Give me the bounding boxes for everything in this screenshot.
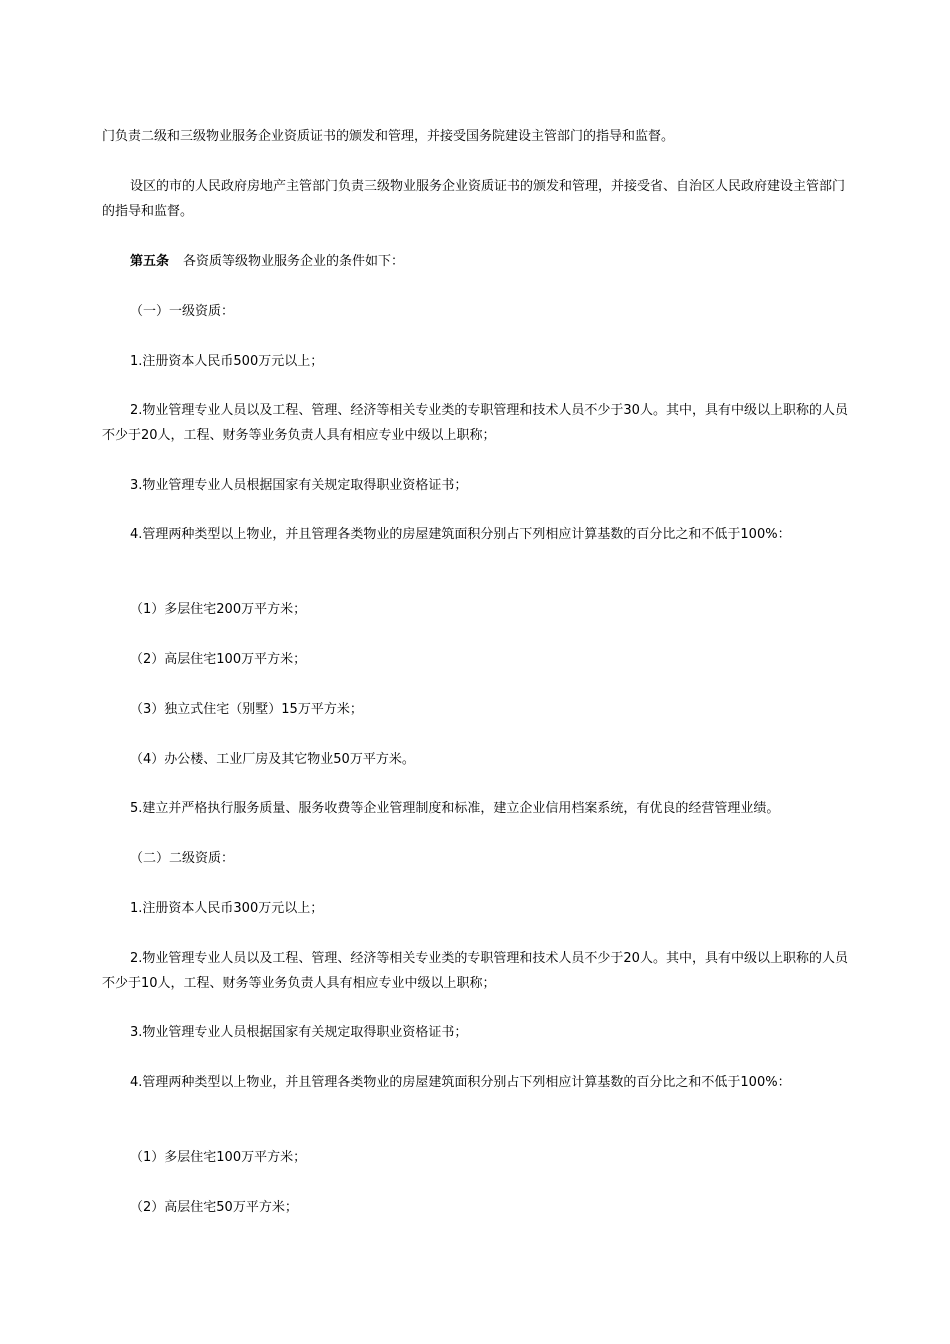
list-item: 2.物业管理专业人员以及工程、管理、经济等相关专业类的专职管理和技术人员不少于20人。其中，具有中级以上职称的人员不少于10人，工程、财务等业务负责人具有相应专业中级以上职称；: [102, 951, 848, 991]
sub-list-item: （4）办公楼、工业厂房及其它物业50万平方米。: [130, 752, 415, 767]
section-heading-grade-2: （二）二级资质：: [130, 851, 235, 866]
article-heading: 第五条: [130, 254, 170, 269]
paragraph-district-authority: 设区的市的人民政府房地产主管部门负责三级物业服务企业资质证书的颁发和管理，并接受省、自治区人民政府建设主管部门的指导和监督。: [102, 179, 846, 219]
list-item: 2.物业管理专业人员以及工程、管理、经济等相关专业类的专职管理和技术人员不少于30人。其中，具有中级以上职称的人员不少于20人，工程、财务等业务负责人具有相应专业中级以上职称；: [102, 403, 848, 443]
sub-list-item: （2）高层住宅100万平方米；: [130, 652, 307, 667]
section-heading-grade-1: （一）一级资质：: [130, 304, 235, 319]
sub-list-item: （3）独立式住宅（别墅）15万平方米；: [130, 702, 363, 717]
list-item: 5.建立并严格执行服务质量、服务收费等企业管理制度和标准，建立企业信用档案系统，有优良的经营管理业绩。: [130, 801, 780, 816]
article-text: 各资质等级物业服务企业的条件如下：: [183, 254, 405, 269]
article-5-paragraph: [102, 249, 850, 274]
sub-list-item: （1）多层住宅200万平方米；: [130, 602, 307, 617]
list-item: 3.物业管理专业人员根据国家有关规定取得职业资格证书；: [130, 478, 468, 493]
sub-list-item: （2）高层住宅50万平方米；: [130, 1200, 298, 1215]
list-item: 4.管理两种类型以上物业，并且管理各类物业的房屋建筑面积分别占下列相应计算基数的百分比之和不低于100%：: [130, 527, 791, 542]
list-item: 4.管理两种类型以上物业，并且管理各类物业的房屋建筑面积分别占下列相应计算基数的百分比之和不低于100%：: [130, 1075, 791, 1090]
list-item: 1.注册资本人民币300万元以上；: [130, 901, 324, 916]
list-item: 3.物业管理专业人员根据国家有关规定取得职业资格证书；: [130, 1025, 468, 1040]
paragraph-continuation: 门负责二级和三级物业服务企业资质证书的颁发和管理，并接受国务院建设主管部门的指导和监督。: [102, 129, 675, 144]
list-item: 1.注册资本人民币500万元以上；: [130, 354, 324, 369]
sub-list-item: （1）多层住宅100万平方米；: [130, 1150, 307, 1165]
